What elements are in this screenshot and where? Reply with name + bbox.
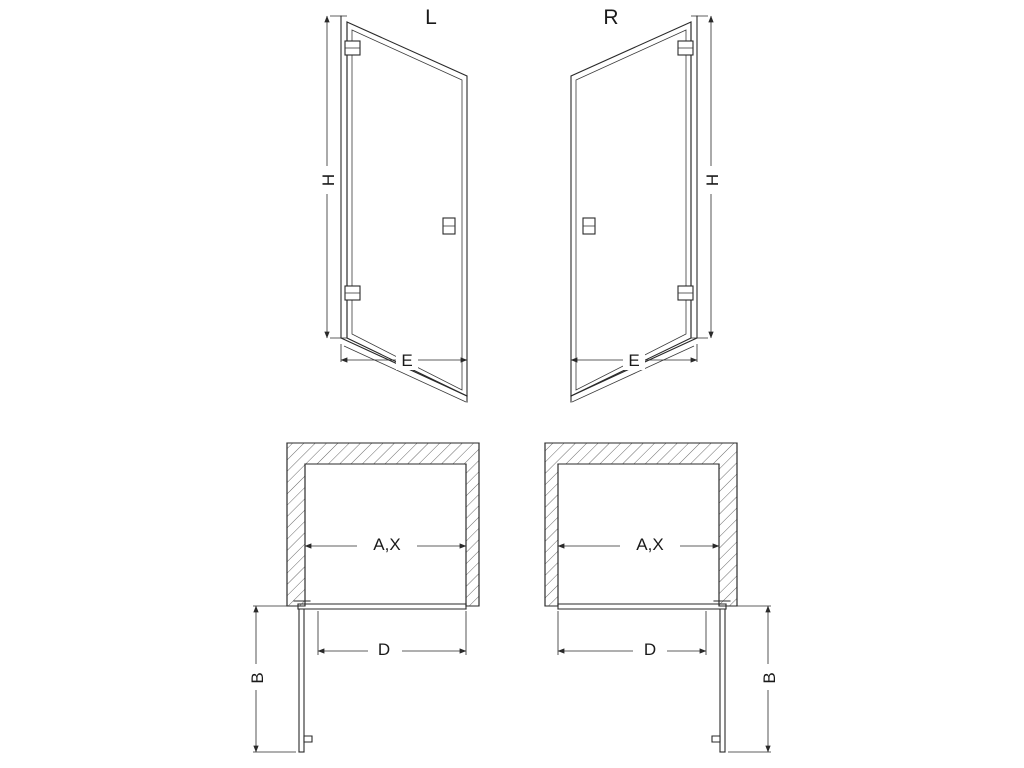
glass-inner-outline-right xyxy=(576,30,686,390)
dimension-label-e-left: E xyxy=(401,351,413,370)
door-handle-plan-right xyxy=(712,736,720,742)
dimension-h-left xyxy=(316,16,347,338)
dimension-b-right xyxy=(726,606,779,752)
dimension-label-d-right: D xyxy=(643,640,657,659)
variant-title-right: R xyxy=(603,6,619,29)
dimension-e-left xyxy=(341,344,467,398)
elevation-left-view xyxy=(316,6,467,402)
dimension-label-ax-right: A,X xyxy=(636,535,664,554)
dimension-h-right xyxy=(691,16,722,338)
dimension-label-ax-left: A,X xyxy=(373,535,401,554)
variant-title-left: L xyxy=(425,6,437,29)
hinge-top-left xyxy=(345,41,360,55)
dimension-b-left xyxy=(245,606,298,752)
plan-left-view xyxy=(245,443,479,752)
elevation-right-view xyxy=(571,6,722,402)
wall-hatch-left xyxy=(287,443,479,606)
glass-inner-outline-left xyxy=(352,30,462,390)
dimension-ax-right xyxy=(558,533,719,555)
dimension-label-h-left: H xyxy=(319,173,338,187)
hinge-top-right xyxy=(678,41,693,55)
dimension-label-e-right: E xyxy=(628,351,640,370)
handle-right xyxy=(583,218,595,234)
dimension-d-right xyxy=(558,611,706,660)
dimension-label-b-left: B xyxy=(248,672,267,684)
hinge-bottom-left xyxy=(345,286,360,300)
handle-left xyxy=(443,218,455,234)
dimension-d-left xyxy=(318,611,466,660)
glass-panel-left xyxy=(347,22,467,396)
dimension-ax-left xyxy=(305,533,466,555)
dimension-e-right xyxy=(571,344,697,398)
wall-hatch-right xyxy=(545,443,737,606)
glass-panel-right xyxy=(571,22,691,396)
dimension-label-h-right: H xyxy=(703,173,722,187)
dimension-label-d-left: D xyxy=(377,640,391,659)
hinge-bottom-right xyxy=(678,286,693,300)
dimension-label-b-right: B xyxy=(760,672,779,684)
plan-right-view xyxy=(545,443,779,752)
door-handle-plan-left xyxy=(304,736,312,742)
